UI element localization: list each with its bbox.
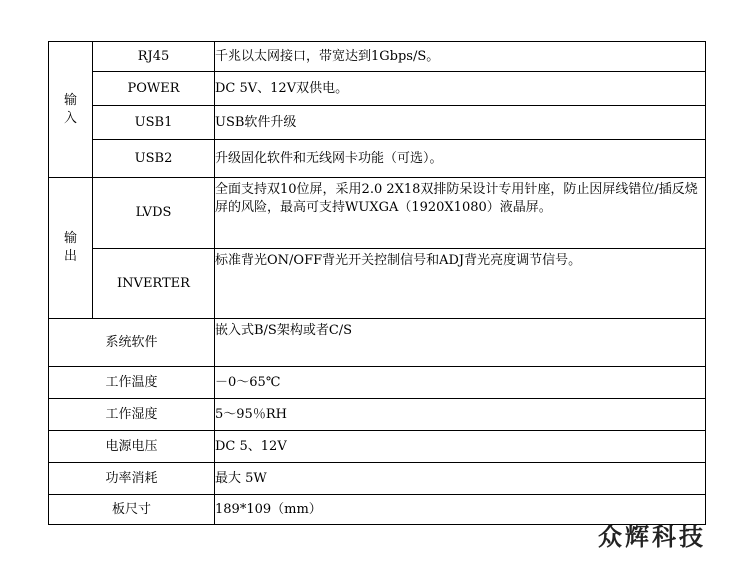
output-group-text: 输 出 xyxy=(63,231,77,264)
row-label-supply-voltage: 电源电压 xyxy=(49,431,215,463)
output-group-label xyxy=(49,178,93,319)
row-value-power-consumption: 最大 5W xyxy=(215,463,706,495)
table-row xyxy=(49,463,706,495)
row-label-usb2: USB2 xyxy=(93,140,215,178)
row-value-board-size: 189*109（mm） xyxy=(215,495,706,525)
row-value-supply-voltage: DC 5、12V xyxy=(215,431,706,463)
row-value-system-software: 嵌入式B/S架构或者C/S xyxy=(215,319,706,367)
row-label-power: POWER xyxy=(93,72,215,106)
row-label-power-consumption: 功率消耗 xyxy=(49,463,215,495)
row-value-inverter: 标准背光ON/OFF背光开关控制信号和ADJ背光亮度调节信号。 xyxy=(215,249,706,319)
row-label-lvds: LVDS xyxy=(93,178,215,249)
table-row xyxy=(49,399,706,431)
table-row xyxy=(49,42,706,72)
table-row xyxy=(49,367,706,399)
table-row xyxy=(49,178,706,249)
table-row xyxy=(49,319,706,367)
row-label-operating-humidity: 工作湿度 xyxy=(49,399,215,431)
table-row xyxy=(49,140,706,178)
row-value-usb1: USB软件升级 xyxy=(215,106,706,140)
input-group-text: 输 入 xyxy=(63,92,77,126)
spec-table xyxy=(48,41,706,525)
row-value-usb2: 升级固化软件和无线网卡功能（可选）。 xyxy=(215,140,706,178)
input-group-label xyxy=(49,42,93,178)
row-label-system-software: 系统软件 xyxy=(49,319,215,367)
watermark-brand: 众辉科技 xyxy=(598,523,706,551)
row-value-operating-humidity: 5～95％RH xyxy=(215,399,706,431)
row-label-inverter: INVERTER xyxy=(93,249,215,319)
row-label-rj45: RJ45 xyxy=(93,42,215,72)
table-row xyxy=(49,249,706,319)
table-row xyxy=(49,431,706,463)
row-value-operating-temperature: －0～65℃ xyxy=(215,367,706,399)
table-row xyxy=(49,106,706,140)
row-value-lvds: 全面支持双10位屏，采用2.0 2X18双排防呆设计专用针座，防止因屏线错位/插反烧屏的风险，最高可支持WUXGA（1920X1080）液晶屏。 xyxy=(215,178,706,249)
row-label-usb1: USB1 xyxy=(93,106,215,140)
table-row xyxy=(49,72,706,106)
row-value-rj45: 千兆以太网接口，带宽达到1Gbps/S。 xyxy=(215,42,706,72)
row-label-board-size: 板尺寸 xyxy=(49,495,215,525)
row-label-operating-temperature: 工作温度 xyxy=(49,367,215,399)
row-value-power: DC 5V、12V双供电。 xyxy=(215,72,706,106)
